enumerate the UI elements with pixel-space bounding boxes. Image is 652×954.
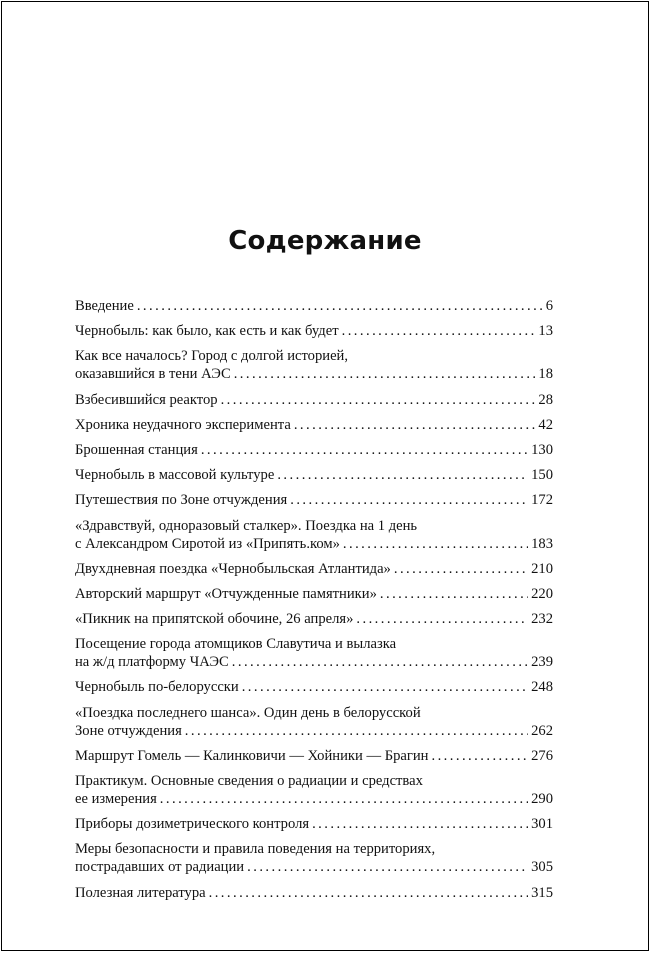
book-page [1,1,649,951]
toc-entry-line [75,653,553,671]
toc-page-number: 276 [531,747,553,764]
toc-entry [75,416,553,434]
toc-entry-line [75,491,553,509]
dot-leader [342,322,536,340]
toc-entry-title: Как все началось? Город с долгой историей, [75,348,349,365]
toc-page-number: 172 [531,492,553,509]
toc-entry-title: Введение [75,298,134,314]
toc-entry-title: с Александром Сиротой из «Припять.ком» [75,535,340,552]
toc-page-number: 315 [531,884,553,901]
toc-entry-line [75,517,553,535]
toc-entry-title: Брошенная станция [75,441,198,458]
toc-entry-line [75,347,553,365]
dot-leader [209,884,529,902]
dot-leader [232,653,528,671]
toc-page-number: 239 [531,654,553,671]
toc-page-number: 28 [538,391,553,408]
toc-page-number: 232 [531,611,553,628]
toc-entry-title: пострадавших от радиации [75,859,245,876]
toc-entry-line [75,466,553,484]
toc-page-number: 301 [531,816,553,833]
toc-entry-title: Приборы дозиметрического контроля [75,816,310,833]
toc-entry-title: Чернобыль: как было, как есть и как будет [75,323,339,340]
toc-entry-line [75,441,553,459]
toc-entry [75,491,553,509]
dot-leader [394,560,528,578]
toc-page-number: 290 [531,791,553,807]
dot-leader [343,535,528,553]
toc-page-number: 42 [538,416,553,433]
toc-entry-title: на ж/д платформу ЧАЭС [75,654,229,671]
toc-entry-line [75,365,553,383]
toc-entry-line [75,884,553,902]
dot-leader [431,747,528,765]
toc-entry-line [75,635,553,653]
toc-entry [75,840,553,876]
toc-page-number: 210 [531,560,553,577]
toc-entry-title: оказавшийся в тени АЭС [75,366,231,383]
toc-entry-line [75,585,553,603]
toc-entry-title: «Пикник на припятской обочине, 26 апреля» [75,611,354,628]
toc-entry-title: Чернобыль в массовой культуре [75,467,275,484]
toc-entry-title: Меры безопасности и правила поведения на территориях, [75,841,436,858]
dot-leader [242,678,528,696]
toc-entry [75,322,553,340]
toc-entry [75,347,553,383]
toc-entry-line [75,704,553,722]
toc-page-number: 18 [538,366,553,383]
toc-entry [75,610,553,628]
toc-entry-title: Полезная литература [75,884,206,901]
dot-leader [247,858,528,876]
toc-entry-line [75,747,553,765]
dot-leader [137,297,543,315]
toc-entry-line [75,535,553,553]
dot-leader [160,790,528,808]
toc-page-number: 6 [545,298,553,314]
toc-entry-title: Двухдневная поездка «Чернобыльская Атлантида» [75,560,391,577]
dot-leader [312,815,528,833]
toc-entry [75,747,553,765]
table-of-contents [75,297,553,909]
toc-entry [75,441,553,459]
dot-leader [277,466,528,484]
toc-entry [75,466,553,484]
toc-page-number: 130 [531,441,553,458]
toc-page-number: 183 [531,535,553,552]
toc-entry-line [75,297,553,315]
toc-entry-title: Чернобыль по-белорусски [75,679,239,696]
toc-entry-title: Практикум. Основные сведения о радиации и средствах [75,773,423,789]
toc-entry-line [75,790,553,808]
toc-entry-line [75,678,553,696]
toc-entry-title: «Здравствуй, одноразовый сталкер». Поездка на 1 день [75,517,418,534]
toc-entry-line [75,840,553,858]
toc-entry-line [75,858,553,876]
toc-entry [75,815,553,833]
toc-entry-title: Путешествия по Зоне отчуждения [75,492,288,509]
toc-entry [75,772,553,808]
toc-entry [75,297,553,315]
toc-entry [75,678,553,696]
toc-entry-title: Посещение города атомщиков Славутича и вылазка [75,636,397,653]
toc-entry-line [75,560,553,578]
toc-page-number: 13 [538,323,553,340]
dot-leader [185,722,528,740]
toc-page-number: 305 [531,859,553,876]
toc-entry [75,560,553,578]
toc-page-number: 150 [531,467,553,484]
toc-entry-line [75,772,553,790]
page-title: Содержание [228,226,422,256]
toc-entry-title: «Поездка последнего шанса». Один день в белорусской [75,704,421,721]
toc-entry-title: Взбесившийся реактор [75,391,218,408]
toc-entry [75,517,553,553]
dot-leader [380,585,528,603]
dot-leader [234,365,536,383]
toc-entry-line [75,722,553,740]
toc-entry [75,391,553,409]
toc-entry-title: Авторский маршрут «Отчужденные памятники» [75,585,377,602]
toc-entry [75,635,553,671]
dot-leader [221,391,536,409]
toc-entry [75,704,553,740]
toc-entry-line [75,391,553,409]
dot-leader [201,441,528,459]
toc-entry-line [75,416,553,434]
dot-leader [294,416,536,434]
toc-page-number: 262 [531,722,553,739]
dot-leader [356,610,528,628]
dot-leader [290,491,528,509]
toc-entry-line [75,610,553,628]
toc-entry-title: Хроника неудачного эксперимента [75,416,291,433]
toc-entry [75,884,553,902]
toc-entry-title: ее измерения [75,791,157,807]
toc-page-number: 220 [531,585,553,602]
toc-page-number: 248 [531,679,553,696]
toc-entry-title: Зоне отчуждения [75,722,182,739]
toc-entry-line [75,322,553,340]
toc-entry-line [75,815,553,833]
toc-entry-title: Маршрут Гомель — Калинковичи — Хойники — Брагин [75,747,429,764]
toc-entry [75,585,553,603]
